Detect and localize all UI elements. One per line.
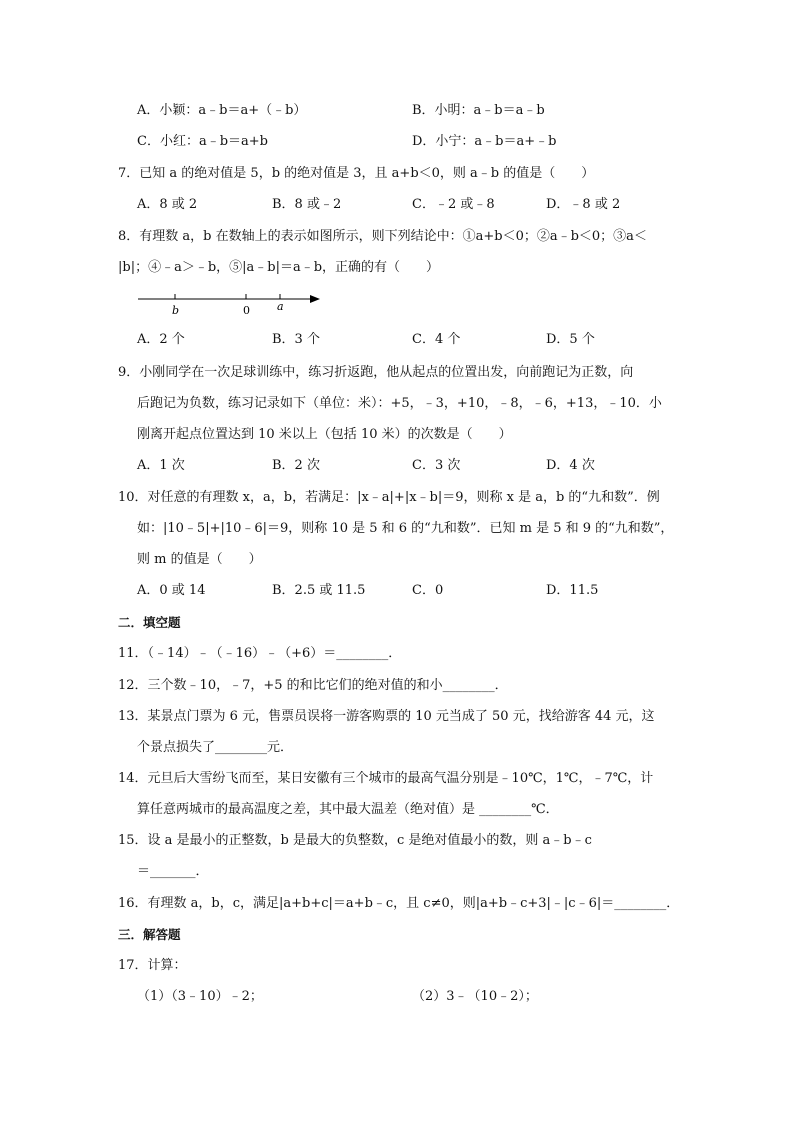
- q7-option-b: B．8 或﹣2: [272, 197, 342, 212]
- q7-option-a: A．8 或 2: [137, 197, 198, 212]
- q10-option-c: C．0: [412, 583, 444, 598]
- q6-option-a: A．小颖：a﹣b＝a+（﹣b）: [137, 103, 307, 118]
- arrow-head-icon: [310, 295, 320, 303]
- q15-stem-line1: 15．设 a 是最小的正整数，b 是最大的负整数，c 是绝对值最小的数，则 a﹣b﹣c: [118, 833, 592, 848]
- q9-option-d: D．4 次: [546, 458, 595, 473]
- q10-option-d: D．11.5: [546, 583, 599, 598]
- label-a: a: [277, 300, 284, 313]
- q10-stem-line1: 10．对任意的有理数 x，a，b，若满足：|x﹣a|+|x﹣b|＝9，则称 x 是 a，b 的“九和数”．例: [118, 490, 660, 505]
- q6-option-d: D．小宁：a﹣b＝a+﹣b: [412, 134, 557, 149]
- q16: 16．有理数 a，b，c，满足|a+b+c|＝a+b﹣c，且 c≠0，则|a+b﹣c+3|﹣|c﹣6|＝________．: [118, 896, 680, 911]
- q7-option-c: C．﹣2 或﹣8: [412, 197, 495, 212]
- q9-option-b: B．2 次: [272, 458, 320, 473]
- q8-option-d: D．5 个: [546, 332, 595, 347]
- q8-stem-line1: 8．有理数 a，b 在数轴上的表示如图所示，则下列结论中：①a+b＜0；②a﹣b＜0；③a＜: [118, 229, 647, 244]
- q8-option-b: B．3 个: [272, 332, 320, 347]
- q8-stem-line2: |b|；④﹣a＞﹣b，⑤|a﹣b|＝a﹣b，正确的有（ ）: [118, 260, 440, 275]
- q17-part-1: （1）（3﹣10）﹣2；: [137, 989, 263, 1004]
- q14-stem-line1: 14．元旦后大雪纷飞而至，某日安徽有三个城市的最高气温分别是﹣10℃，1℃，﹣7℃，计: [118, 771, 654, 786]
- q9-stem-line3: 刚离开起点位置达到 10 米以上（包括 10 米）的次数是（ ）: [137, 427, 512, 442]
- q17-part-2: （2）3﹣（10﹣2）；: [412, 989, 538, 1004]
- q7-stem: 7．已知 a 的绝对值是 5，b 的绝对值是 3，且 a+b＜0，则 a﹣b 的值是（ ）: [118, 166, 595, 181]
- q9-option-c: C．3 次: [412, 458, 461, 473]
- q12: 12．三个数﹣10，﹣7，+5 的和比它们的绝对值的和小________．: [118, 678, 508, 693]
- q8-option-c: C．4 个: [412, 332, 461, 347]
- q13-stem-line1: 13．某景点门票为 6 元，售票员误将一游客购票的 10 元当成了 50 元，找给游客 44 元，这: [118, 709, 655, 724]
- q8-option-a: A．2 个: [137, 332, 185, 347]
- q13-stem-line2: 个景点损失了________元．: [137, 740, 294, 755]
- section-heading-solve: 三．解答题: [118, 927, 181, 942]
- q10-option-a: A．0 或 14: [137, 583, 206, 598]
- number-line-figure: [134, 288, 326, 318]
- section-heading-fill-in: 二．填空题: [118, 615, 181, 630]
- q17-stem: 17．计算：: [118, 958, 187, 973]
- q10-option-b: B．2.5 或 11.5: [272, 583, 366, 598]
- label-0: 0: [243, 304, 250, 317]
- q9-option-a: A．1 次: [137, 458, 185, 473]
- q11: 11．（﹣14）﹣（﹣16）﹣（+6）＝________．: [118, 646, 402, 661]
- q9-stem-line2: 后跑记为负数，练习记录如下（单位：米）：+5，﹣3，+10，﹣8，﹣6，+13，﹣10．小: [137, 396, 662, 411]
- q14-stem-line2: 算任意两城市的最高温度之差，其中最大温差（绝对值）是 ________℃．: [137, 802, 559, 817]
- q10-stem-line3: 则 m 的值是（ ）: [137, 552, 262, 567]
- q15-stem-line2: ＝_______．: [137, 864, 209, 879]
- q6-option-b: B．小明：a﹣b＝a﹣b: [412, 103, 545, 118]
- q10-stem-line2: 如：|10﹣5|+|10﹣6|＝9，则称 10 是 5 和 6 的“九和数”．已知 m 是 5 和 9 的“九和数”，: [137, 521, 674, 536]
- q6-option-c: C．小红：a﹣b＝a+b: [137, 134, 268, 149]
- q7-option-d: D．﹣8 或 2: [546, 197, 621, 212]
- q9-stem-line1: 9．小刚同学在一次足球训练中，练习折返跑，他从起点的位置出发，向前跑记为正数，向: [118, 365, 634, 380]
- label-b: b: [172, 304, 180, 317]
